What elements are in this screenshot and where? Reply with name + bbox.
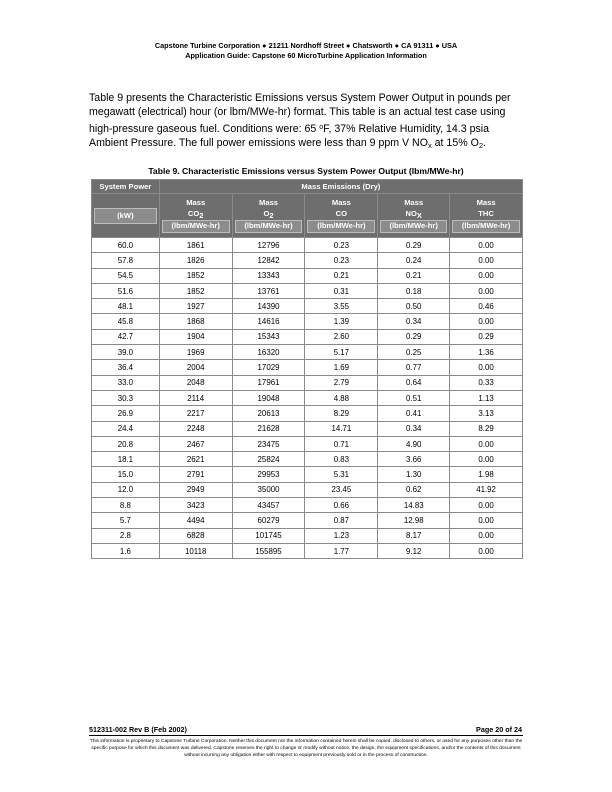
- emission-cell: 60279: [232, 513, 305, 528]
- emission-cell: 6828: [159, 528, 232, 543]
- emission-cell: 0.00: [450, 238, 523, 253]
- emission-cell: 35000: [232, 482, 305, 497]
- emission-cell: 2004: [159, 360, 232, 375]
- column-header-unit: (lbm/MWe-hr): [380, 220, 447, 233]
- column-header-unit: (lbm/MWe-hr): [162, 220, 230, 233]
- intro-p2-part-d: .: [482, 136, 486, 149]
- emission-cell: 0.00: [450, 528, 523, 543]
- table-row: [92, 314, 523, 329]
- emission-cell: 1.13: [450, 390, 523, 405]
- emission-cell: 0.00: [450, 314, 523, 329]
- table-row: [92, 360, 523, 375]
- emission-cell: 0.23: [305, 238, 378, 253]
- emission-cell: 17961: [232, 375, 305, 390]
- page-number: Page 20 of 24: [476, 725, 522, 734]
- table-row: [92, 329, 523, 344]
- power-cell: 15.0: [92, 467, 160, 482]
- power-cell: 1.6: [92, 543, 160, 558]
- emission-cell: 1.69: [305, 360, 378, 375]
- emission-cell: 2791: [159, 467, 232, 482]
- emission-cell: 1.77: [305, 543, 378, 558]
- emission-cell: 14.71: [305, 421, 378, 436]
- emission-cell: 0.00: [450, 498, 523, 513]
- intro-p2-part-a: high-pressure gaseous fuel. Conditions were: 65: [89, 123, 320, 136]
- emission-cell: 0.34: [378, 421, 450, 436]
- column-header: [232, 194, 305, 238]
- emission-cell: 0.23: [305, 253, 378, 268]
- emission-cell: 0.46: [450, 299, 523, 314]
- emission-cell: 12842: [232, 253, 305, 268]
- emission-cell: 1.23: [305, 528, 378, 543]
- emission-cell: 2949: [159, 482, 232, 497]
- emission-cell: 1.39: [305, 314, 378, 329]
- column-header-label: [452, 198, 520, 219]
- emission-cell: 14.83: [378, 498, 450, 513]
- emission-cell: 0.50: [378, 299, 450, 314]
- power-cell: 18.1: [92, 452, 160, 467]
- emission-cell: 0.21: [305, 268, 378, 283]
- emission-cell: 0.00: [450, 513, 523, 528]
- emission-cell: 8.29: [305, 406, 378, 421]
- intro-p2-part-c: at 15% O: [431, 136, 479, 149]
- column-header-line2: [380, 209, 447, 220]
- column-header-unit: (lbm/MWe-hr): [307, 220, 375, 233]
- emission-cell: 1852: [159, 283, 232, 298]
- table-row: [92, 528, 523, 543]
- emission-cell: 43457: [232, 498, 305, 513]
- emission-cell: 14390: [232, 299, 305, 314]
- table-row: [92, 238, 523, 253]
- table-row: [92, 498, 523, 513]
- column-header-species: NO: [405, 208, 417, 218]
- column-header-species: CO: [187, 208, 200, 218]
- table-row: [92, 406, 523, 421]
- column-header: [305, 194, 378, 238]
- emission-cell: 0.00: [450, 283, 523, 298]
- intro-text: [89, 92, 529, 150]
- emission-cell: 41.92: [450, 482, 523, 497]
- emission-cell: 1904: [159, 329, 232, 344]
- kw-label: (kW): [94, 208, 157, 224]
- emission-cell: 0.00: [450, 543, 523, 558]
- emission-cell: 10118: [159, 543, 232, 558]
- column-header-subscript: X: [416, 210, 422, 220]
- table-row: [92, 390, 523, 405]
- emission-cell: 155895: [232, 543, 305, 558]
- emission-cell: 5.17: [305, 345, 378, 360]
- emission-cell: 0.83: [305, 452, 378, 467]
- emission-cell: 0.77: [378, 360, 450, 375]
- emission-cell: 0.00: [450, 436, 523, 451]
- emission-cell: 0.71: [305, 436, 378, 451]
- column-header-line2: [452, 209, 520, 220]
- emission-cell: 1.98: [450, 467, 523, 482]
- emission-cell: 1868: [159, 314, 232, 329]
- table-row: [92, 345, 523, 360]
- emission-cell: 1826: [159, 253, 232, 268]
- emission-cell: 2217: [159, 406, 232, 421]
- emission-cell: 1927: [159, 299, 232, 314]
- emission-cell: 2248: [159, 421, 232, 436]
- power-cell: 24.4: [92, 421, 160, 436]
- emission-cell: 0.64: [378, 375, 450, 390]
- table-row: [92, 482, 523, 497]
- emission-cell: 0.00: [450, 253, 523, 268]
- emission-cell: 101745: [232, 528, 305, 543]
- emission-cell: 23.45: [305, 482, 378, 497]
- emission-cell: 1969: [159, 345, 232, 360]
- header-guide-title: Application Guide: Capstone 60 MicroTurbine Application Information: [185, 51, 427, 60]
- power-cell: 57.8: [92, 253, 160, 268]
- emission-cell: 19048: [232, 390, 305, 405]
- table-row: [92, 467, 523, 482]
- mass-emissions-header: Mass Emissions (Dry): [159, 180, 522, 194]
- power-cell: 36.4: [92, 360, 160, 375]
- emission-cell: 0.29: [450, 329, 523, 344]
- emission-cell: 1.36: [450, 345, 523, 360]
- emission-cell: 20613: [232, 406, 305, 421]
- emission-cell: 0.18: [378, 283, 450, 298]
- emission-cell: 0.25: [378, 345, 450, 360]
- emission-cell: 12.98: [378, 513, 450, 528]
- emission-cell: 0.00: [450, 268, 523, 283]
- emission-cell: 0.41: [378, 406, 450, 421]
- emission-cell: 13761: [232, 283, 305, 298]
- power-cell: 51.6: [92, 283, 160, 298]
- column-header-line1: Mass: [476, 198, 496, 208]
- emission-cell: 1.30: [378, 467, 450, 482]
- column-header-label: [162, 198, 230, 219]
- emission-cell: 2114: [159, 390, 232, 405]
- emission-cell: 21628: [232, 421, 305, 436]
- document-id: 512311-002 Rev B (Feb 2002): [89, 725, 187, 734]
- emission-cell: 17029: [232, 360, 305, 375]
- header-address: Capstone Turbine Corporation ● 21211 Nordhoff Street ● Chatsworth ● CA 91311 ● USA: [154, 41, 458, 50]
- power-cell: 20.8: [92, 436, 160, 451]
- table-row: [92, 513, 523, 528]
- emission-cell: 2.60: [305, 329, 378, 344]
- proprietary-notice: This information is proprietary to Capstone Turbine Corporation. Neither this document nor the information contained herein shall be copied, disclosed to others, or used for any purposes other than the specific purpose for which this document was delivered. Capstone reserves the right to change or modify without notice, the design, the equipment specifications, and/or the contents of this document without incurring any obligation either with respect to equipment previously sold or in the process of construction.: [89, 739, 523, 758]
- emission-cell: 0.29: [378, 238, 450, 253]
- table-row: [92, 299, 523, 314]
- page-header: [0, 41, 612, 61]
- intro-paragraph-1: Table 9 presents the Characteristic Emissions versus System Power Output in pounds per megawatt (electrical) hour (or lbm/MWe-hr) format. This table is an actual test case using: [89, 92, 511, 118]
- column-header-species: CO: [335, 208, 348, 218]
- degree-mark: o: [319, 124, 324, 132]
- column-header-unit: (lbm/MWe-hr): [235, 220, 303, 233]
- emission-cell: 0.21: [378, 268, 450, 283]
- table-row: [92, 253, 523, 268]
- column-header-line1: Mass: [259, 198, 279, 208]
- emission-cell: 2.79: [305, 375, 378, 390]
- column-header-species: O: [263, 208, 270, 218]
- emission-cell: 2048: [159, 375, 232, 390]
- emission-cell: 14616: [232, 314, 305, 329]
- column-header-species: THC: [478, 208, 494, 218]
- table-row: [92, 436, 523, 451]
- column-header: [450, 194, 523, 238]
- o2-subscript: 2: [478, 140, 483, 150]
- table-row: [92, 452, 523, 467]
- emission-cell: 3423: [159, 498, 232, 513]
- kw-unit-header: [92, 194, 160, 238]
- power-cell: 8.8: [92, 498, 160, 513]
- table-row: [92, 283, 523, 298]
- column-header-unit: (lbm/MWe-hr): [452, 220, 520, 233]
- emission-cell: 8.17: [378, 528, 450, 543]
- column-header-line2: [307, 209, 375, 220]
- column-header-label: [307, 198, 375, 219]
- emission-cell: 3.66: [378, 452, 450, 467]
- table-row: [92, 375, 523, 390]
- column-header-label: [380, 198, 447, 219]
- emission-cell: 0.31: [305, 283, 378, 298]
- power-cell: 45.8: [92, 314, 160, 329]
- column-header-subscript: 2: [199, 210, 204, 220]
- power-cell: 26.9: [92, 406, 160, 421]
- emission-cell: 4.88: [305, 390, 378, 405]
- power-cell: 30.3: [92, 390, 160, 405]
- emission-cell: 1852: [159, 268, 232, 283]
- emission-cell: 3.55: [305, 299, 378, 314]
- emission-cell: 13343: [232, 268, 305, 283]
- column-header-line1: Mass: [331, 198, 351, 208]
- emission-cell: 5.31: [305, 467, 378, 482]
- emission-cell: 9.12: [378, 543, 450, 558]
- emission-cell: 2467: [159, 436, 232, 451]
- emission-cell: 23475: [232, 436, 305, 451]
- emission-cell: 1861: [159, 238, 232, 253]
- emission-cell: 0.00: [450, 452, 523, 467]
- power-cell: 12.0: [92, 482, 160, 497]
- emission-cell: 0.24: [378, 253, 450, 268]
- column-header-label: [235, 198, 303, 219]
- power-cell: 60.0: [92, 238, 160, 253]
- power-cell: 2.8: [92, 528, 160, 543]
- column-header-line2: [235, 209, 303, 220]
- power-cell: 54.5: [92, 268, 160, 283]
- table-row: [92, 268, 523, 283]
- emission-cell: 2621: [159, 452, 232, 467]
- emission-cell: 0.29: [378, 329, 450, 344]
- power-cell: 5.7: [92, 513, 160, 528]
- column-header-line1: Mass: [186, 198, 206, 208]
- emission-cell: 16320: [232, 345, 305, 360]
- power-cell: 33.0: [92, 375, 160, 390]
- emission-cell: 15343: [232, 329, 305, 344]
- table-row: [92, 421, 523, 436]
- emission-cell: 0.34: [378, 314, 450, 329]
- intro-paragraph-2: [89, 123, 529, 150]
- emission-cell: 8.29: [450, 421, 523, 436]
- power-cell: 48.1: [92, 299, 160, 314]
- emission-cell: 0.66: [305, 498, 378, 513]
- emission-cell: 0.51: [378, 390, 450, 405]
- emission-cell: 0.87: [305, 513, 378, 528]
- system-power-header: System Power: [92, 180, 160, 194]
- column-header-line2: [162, 209, 230, 220]
- emission-cell: 0.33: [450, 375, 523, 390]
- nox-subscript: x: [427, 140, 432, 150]
- emission-cell: 0.00: [450, 360, 523, 375]
- power-cell: 39.0: [92, 345, 160, 360]
- emission-cell: 25824: [232, 452, 305, 467]
- emission-cell: 4494: [159, 513, 232, 528]
- column-header: [159, 194, 232, 238]
- footer-divider: [89, 735, 523, 736]
- power-cell: 42.7: [92, 329, 160, 344]
- table-row: [92, 543, 523, 558]
- column-header: [378, 194, 450, 238]
- emission-cell: 12796: [232, 238, 305, 253]
- emissions-table: [91, 179, 523, 559]
- emission-cell: 4.90: [378, 436, 450, 451]
- table-caption: Table 9. Characteristic Emissions versus System Power Output (lbm/MWe-hr): [148, 166, 464, 176]
- column-header-line1: Mass: [404, 198, 424, 208]
- emission-cell: 0.62: [378, 482, 450, 497]
- intro-p2-part-b: F, 37% Relative Humidity, 14.3 psia Ambient Pressure. The full power emissions were less than 9 ppm V NO: [89, 123, 490, 149]
- column-header-subscript: 2: [269, 210, 274, 220]
- emission-cell: 3.13: [450, 406, 523, 421]
- emission-cell: 29953: [232, 467, 305, 482]
